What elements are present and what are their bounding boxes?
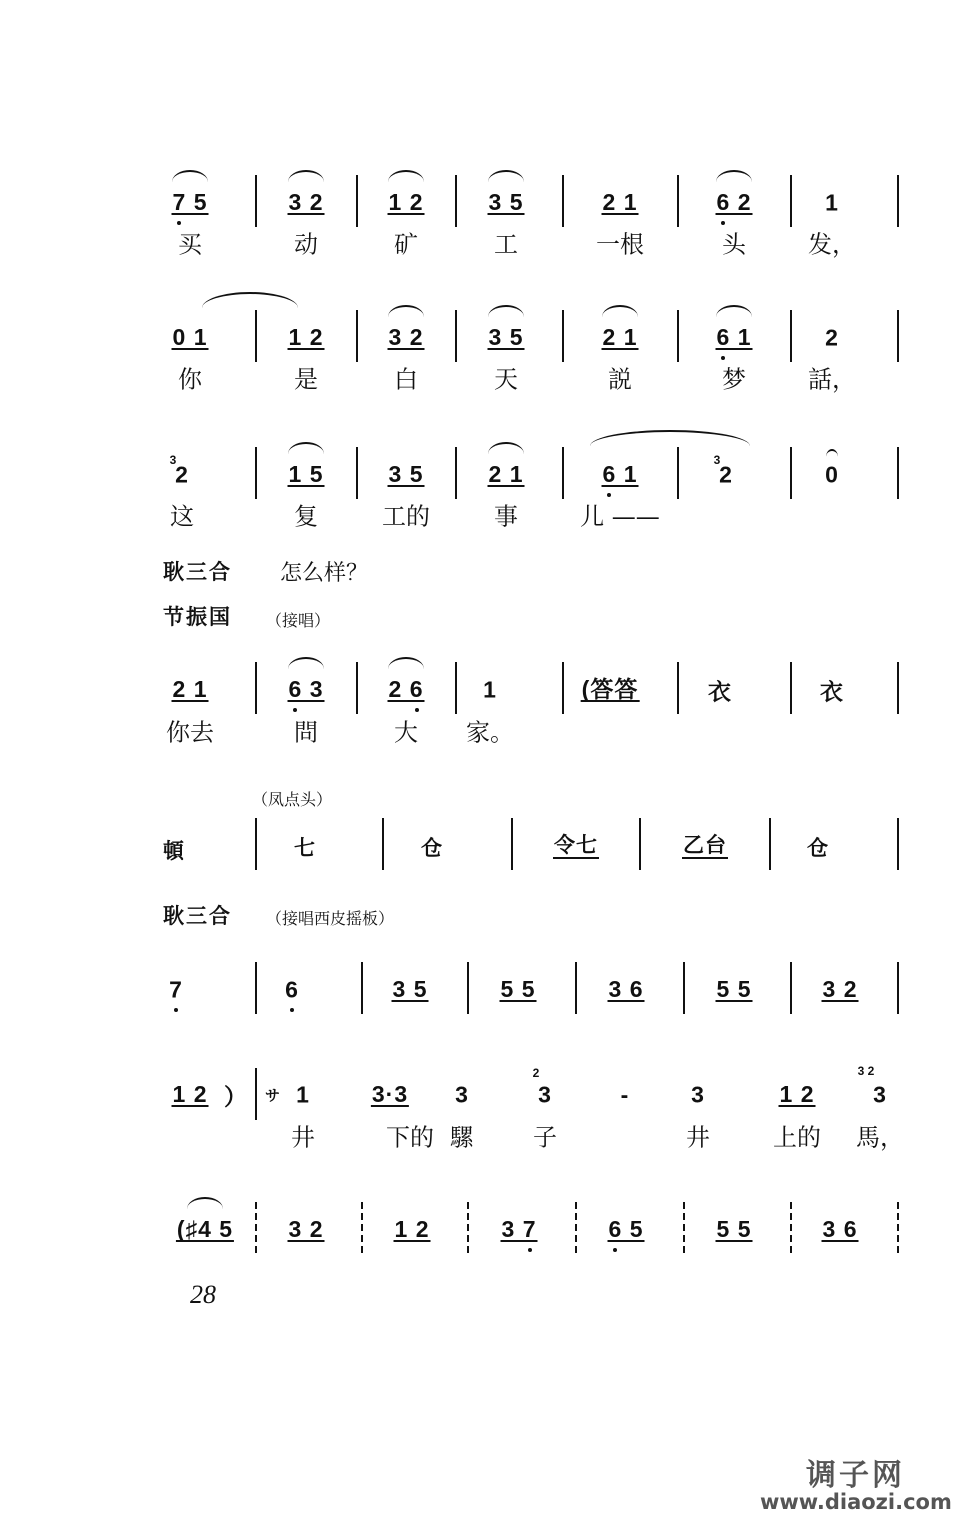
lyric: 下的: [386, 1123, 434, 1152]
barline: [790, 962, 792, 1014]
note-group: 0 1: [172, 324, 208, 350]
lyric: 动: [294, 230, 318, 259]
barline: [790, 662, 792, 714]
grace-note: 3 2: [857, 1064, 875, 1078]
barline: [467, 962, 469, 1014]
slur-mark: [388, 305, 424, 317]
barline: [677, 662, 679, 714]
lyric: 大: [394, 718, 418, 747]
note-group: 3 5: [388, 461, 424, 487]
note-group: 3: [873, 1081, 887, 1108]
note-group: 2: [175, 461, 189, 488]
lyric: 梦: [722, 365, 746, 394]
barline: [255, 662, 257, 714]
speaker-name: 耿三合: [163, 904, 232, 928]
barline: [255, 818, 257, 870]
barline: [562, 447, 564, 499]
low-octave-dot: [613, 1248, 617, 1252]
note-group: 7 5: [172, 189, 208, 215]
barline: [683, 1202, 685, 1254]
lyric: 話，: [808, 365, 856, 394]
note-group: 2: [719, 461, 733, 488]
barline: [897, 1202, 899, 1254]
note-group: 3 2: [388, 324, 424, 350]
barline: [562, 310, 564, 362]
barline: [455, 175, 457, 227]
stage-direction: （接唱）: [266, 611, 331, 630]
low-octave-dot: [290, 1008, 294, 1012]
percussion-pattern-label: （凤点头）: [252, 790, 333, 809]
note-group: 3 2: [822, 976, 858, 1002]
note-group: 2 1: [602, 189, 638, 215]
watermark-title: 调子网: [806, 1458, 905, 1493]
slur-mark: [716, 170, 752, 182]
lyric: 工的: [382, 502, 430, 531]
note-group: 3 5: [488, 189, 524, 215]
note-group: 7: [169, 976, 183, 1003]
percussion-syllable: 令七: [554, 834, 598, 857]
barline: [255, 1202, 257, 1254]
lyric: 买: [178, 230, 202, 259]
barline: [790, 175, 792, 227]
barline: [467, 1202, 469, 1254]
barline: [677, 310, 679, 362]
lyric: 天: [494, 365, 518, 394]
note-group: 3: [455, 1081, 469, 1108]
note-group: 3 5: [392, 976, 428, 1002]
grace-note: 3: [169, 453, 177, 467]
lyric: 儿 ——: [580, 502, 660, 531]
note-group: 3: [691, 1081, 705, 1108]
barline: [575, 1202, 577, 1254]
note-group: 1 2: [779, 1081, 815, 1107]
note-group: 6 1: [716, 324, 752, 350]
slur-mark: [488, 305, 524, 317]
lyric: 这: [170, 502, 194, 531]
slur-mark: [172, 170, 208, 182]
barline: [455, 662, 457, 714]
percussion-syllable: 仓: [421, 837, 443, 860]
note-group: 2 1: [488, 461, 524, 487]
lyric: 騾: [450, 1123, 474, 1152]
low-octave-dot: [528, 1248, 532, 1252]
barline: [683, 962, 685, 1014]
note-group: 6 5: [608, 1216, 644, 1242]
slur-mark: [288, 442, 324, 454]
note-group: 0: [825, 461, 839, 488]
barline: [356, 662, 358, 714]
low-octave-dot: [415, 708, 419, 712]
note-group: ）: [224, 1083, 248, 1110]
lyric: 子: [533, 1123, 557, 1152]
low-octave-dot: [174, 1008, 178, 1012]
barline: [897, 310, 899, 362]
note-group: 1: [296, 1081, 310, 1108]
percussion-syllable: 仓: [807, 837, 829, 860]
note-group: 衣: [820, 678, 844, 705]
barline: [255, 962, 257, 1014]
slur-mark: [388, 170, 424, 182]
note-group: 5 5: [716, 976, 752, 1002]
slur-mark: [388, 657, 424, 669]
note-group: 2: [825, 324, 839, 351]
note-group: 3 7: [501, 1216, 537, 1242]
lyric: 你: [178, 365, 202, 394]
note-group: 1 5: [288, 461, 324, 487]
barline: [255, 447, 257, 499]
barline: [790, 447, 792, 499]
note-group: 6 3: [288, 676, 324, 702]
slur-mark: [716, 305, 752, 317]
lyric: 工: [494, 230, 518, 259]
note-group: 2 6: [388, 676, 424, 702]
page-number: 28: [190, 1280, 216, 1309]
watermark-url: www.diaozi.com: [760, 1490, 952, 1514]
barline: [897, 447, 899, 499]
note-group: (♯4 5: [176, 1216, 234, 1242]
barline: [361, 962, 363, 1014]
note-group: -: [620, 1081, 630, 1108]
barline: [769, 818, 771, 870]
lyric: 头: [722, 230, 746, 259]
lyric: 説: [608, 365, 632, 394]
barline: [677, 447, 679, 499]
slur-mark: [488, 170, 524, 182]
note-group: 3 6: [608, 976, 644, 1002]
barline: [255, 310, 257, 362]
lyric: 馬，: [856, 1123, 904, 1152]
barline: [361, 1202, 363, 1254]
note-group: 2 1: [602, 324, 638, 350]
note-group: 1 2: [288, 324, 324, 350]
lyric: 井: [291, 1123, 315, 1152]
note-group: 1 2: [172, 1081, 208, 1107]
note-group: 1: [825, 189, 839, 216]
slur-mark: [602, 305, 638, 317]
lyric: 事: [494, 502, 518, 531]
note-group: 3 2: [288, 189, 324, 215]
note-group: 6: [285, 976, 299, 1003]
barline: [575, 962, 577, 1014]
barline: [511, 818, 513, 870]
barline: [255, 1068, 257, 1120]
barline: [639, 818, 641, 870]
percussion-syllable: 七: [294, 837, 316, 860]
barline: [455, 447, 457, 499]
lyric: 上的: [773, 1123, 821, 1152]
note-group: 3 5: [488, 324, 524, 350]
fermata-icon: [826, 449, 838, 457]
lyric: 是: [294, 365, 318, 394]
percussion-lead: 頓: [163, 839, 186, 863]
barline: [356, 447, 358, 499]
slur-mark: [288, 170, 324, 182]
note-group: (答答: [581, 676, 639, 702]
note-group: 衣: [708, 678, 732, 705]
low-octave-dot: [293, 708, 297, 712]
lyric: 复: [294, 502, 318, 531]
slur-mark: [288, 657, 324, 669]
barline: [356, 310, 358, 362]
slur-mark: [590, 430, 750, 446]
note-group: 5 5: [716, 1216, 752, 1242]
grace-note: 3: [713, 453, 721, 467]
barline: [897, 662, 899, 714]
grace-note: 2: [532, 1066, 540, 1080]
note-group: 3·3: [371, 1081, 409, 1107]
barline: [255, 175, 257, 227]
speaker-name: 节振国: [163, 605, 232, 629]
note-group: 1 2: [388, 189, 424, 215]
note-group: 6 2: [716, 189, 752, 215]
lyric: 你去: [166, 718, 214, 747]
barline: [677, 175, 679, 227]
barline: [790, 310, 792, 362]
note-group: 1 2: [394, 1216, 430, 1242]
slur-mark: [187, 1197, 223, 1209]
percussion-syllable: 乙台: [683, 834, 727, 857]
barline: [897, 175, 899, 227]
barline: [790, 1202, 792, 1254]
note-group: 3 2: [288, 1216, 324, 1242]
slur-mark: [202, 292, 298, 308]
barline: [562, 662, 564, 714]
lyric: 井: [686, 1123, 710, 1152]
note-group: 3: [538, 1081, 552, 1108]
note-group: サ: [264, 1087, 282, 1105]
note-group: 2 1: [172, 676, 208, 702]
barline: [382, 818, 384, 870]
lyric: 矿: [394, 230, 418, 259]
lyric: 問: [294, 718, 318, 747]
lyric: 白: [394, 365, 418, 394]
lyric: 一根: [596, 230, 644, 259]
note-group: 1: [483, 676, 497, 703]
note-group: 6 1: [602, 461, 638, 487]
stage-direction: （接唱西皮摇板）: [266, 909, 395, 928]
spoken-line: 怎么样？: [280, 561, 369, 586]
note-group: 5 5: [500, 976, 536, 1002]
barline: [356, 175, 358, 227]
barline: [562, 175, 564, 227]
note-group: 3 6: [822, 1216, 858, 1242]
lyric: 家。: [466, 718, 514, 747]
speaker-name: 耿三合: [163, 560, 232, 584]
barline: [897, 818, 899, 870]
barline: [897, 962, 899, 1014]
lyric: 发，: [808, 230, 856, 259]
barline: [455, 310, 457, 362]
slur-mark: [488, 442, 524, 454]
